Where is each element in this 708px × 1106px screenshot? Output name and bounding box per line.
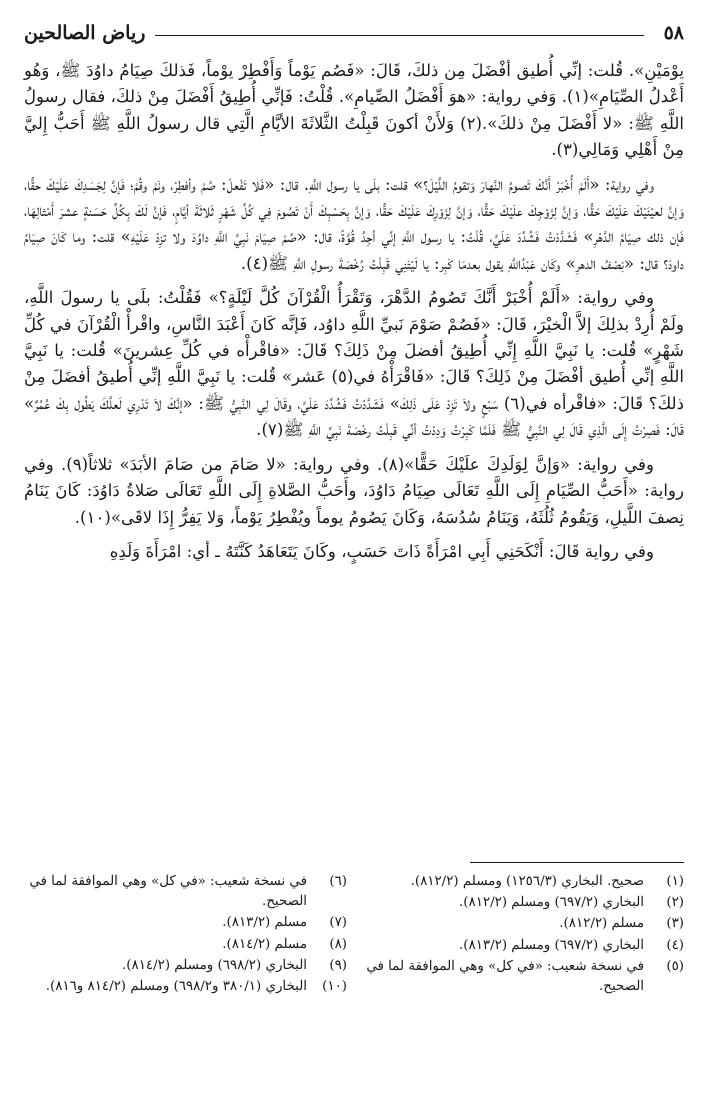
footnote-text: البخاري (٣٨٠/١ و٦٩٨/٢) ومسلم (٨١٤/٢ و٨١٦). (45, 979, 307, 995)
footnote-item (361, 872, 684, 892)
footnote-item (24, 977, 347, 997)
page-header (24, 18, 684, 48)
footnote-number: (٥) (666, 958, 684, 974)
footnote-number: (١٠) (322, 979, 347, 995)
footnote-item (24, 872, 347, 912)
footnote-text: البخاري (٦٩٨/٢) ومسلم (٨١٤/٢). (122, 957, 307, 973)
footnote-item (24, 935, 347, 955)
paragraph: وفي رواية قَالَ: أَنْكَحَنِي أَبِي امْرَأَةً ذَاتَ حَسَبٍ، وكَانَ يَتَعَاهَدُ كَنَّتَهُ ـ أي: امْرَأَةَ وَلَدِهِ (109, 541, 654, 561)
footnote-item (361, 914, 684, 934)
footnote-item (361, 957, 684, 997)
footnote-text: مسلم (٨١٣/٢). (222, 915, 307, 931)
footnotes-right-column (361, 872, 684, 998)
footnote-text: صحيح. البخاري (١٢٥٦/٣) ومسلم (٨١٢/٢). (410, 874, 644, 889)
footnote-number: (٦) (329, 874, 347, 889)
footnote-text: البخاري (٦٩٧/٢) ومسلم (٨١٣/٢). (459, 937, 644, 953)
paragraph: وفي رواية: «أَلَمْ أُخْبَرْ أَنَّكَ تَصومُ النَّهارَ وَتقومُ اللَّيْلَ؟» قلت: بلَى يا رسول اللَّهِ. قال: «فَلا تَفْعلْ: صُمْ وأفطِرْ، ونَمْ وقُمْ؛ فَإنَّ لِجَسَدِكَ عَلَيْكَ حقًّا، وَإنَّ لعيْنَيْكَ عَلَيْكَ حَقًّا، وَإنَّ لِزَوْجِكَ علَيْكَ حَقًّا، وَإنَّ لِزَوْرِكَ عَلَيْكَ حَقًّا، وَإنَّ بِحَسْبِكَ أَنْ تَصُومَ فِي كُلِّ شَهْرٍ ثَلاثَةَ أيَّامٍ، فَإنَّ لَكَ بِكُلِّ حَسَنةٍ عشرَ أَمْثالِهَا، فَإن ذلك صِيَامُ الدَّهْرِ» فَشَدَّدْتُ فَشُدِّدَ عَلَيَّ، قُلْتُ: يا رسول اللَّهِ إنِّي أجِدُ قُوَّةً، قال: «صُمْ صِيَامَ نَبِيِّ اللَّهِ داوُدَ ولا تزِدْ عَلَيْهِ» قلت: وما كَانَ صِيَامُ داودَ؟ قال: «نِصْفُ الدهرِ» وكَان عَبْدُاللَّهِ يقول بعدمَا كَبِر: يا لَيْتَنِي قَبِلْتُ رُخْصَةَ رسولِ اللَّهِ ﷺ(٤). (24, 174, 684, 273)
page-number: ٥٨ (663, 22, 684, 44)
footnote-item (24, 913, 347, 933)
footnote-item (361, 936, 684, 956)
footnote-number: (٩) (329, 957, 347, 973)
footnote-number: (٣) (666, 916, 684, 932)
footnote-number: (٨) (329, 936, 347, 952)
footnote-text: البخاري (٦٩٧/٢) ومسلم (٨١٢/٢). (459, 895, 644, 911)
footnote-number: (٤) (666, 937, 684, 953)
header-rule (155, 35, 643, 36)
paragraph: وفي رواية: «وَإنَّ لِوَلَدِكَ علَيْكَ حَقًّا»(٨). وفي رواية: «لا صَامَ من صَامَ الأبَدَ» ثلاثاً(٩). وفي رواية: «أَحَبُّ الصِّيَامِ إِلَى اللَّهِ تَعَالَى صِيَامُ دَاوُدَ، وأَحَبُّ الصَّلاةِ إِلَى اللَّهِ تَعَالَى صَلاةُ دَاوُدَ: كَانَ يَنَامُ نِصفَ اللَّيلِ، وَيَقُومُ ثُلُثَهُ، وَيَنَامُ سُدُسَهُ، وَكَانَ يَصُومُ يوماً ويُفْطِرُ يَوْماً، وَلا يَفِرُّ إِذَا لاقَى»(١٠). (24, 454, 684, 527)
footnote-item (24, 956, 347, 976)
book-title: رياض الصالحين (24, 22, 146, 44)
footnote-separator (470, 862, 684, 863)
footnotes-left-column (24, 872, 347, 998)
footnote-item (361, 893, 684, 913)
main-text (24, 58, 684, 573)
footnote-number: (٧) (329, 915, 347, 931)
footnote-number: (١) (666, 874, 684, 889)
footnote-number: (٢) (666, 895, 684, 911)
paragraph: وفي رواية: «أَلَمْ أُخْبَرْ أَنَّكَ تَصُومُ الدَّهْرَ، وَتَقْرَأُ الْقُرْآنَ كُلَّ لَيْلَةٍ؟» فَقُلْتُ: بلَى يا رسولَ اللَّهِ، ولَمْ أُرِدْ بذلِكَ إلاَّ الْخيْرَ، قَالَ: «فَصُمْ صَوْمَ نَبيِّ اللَّهِ داوُد، فَإنَّه كَانَ أَعْبَدَ النَّاسِ، واقْرأْ الْقُرْآنَ في كُلِّ شَهْرٍ» قُلت: يا نَبِيَّ اللَّهِ إِنِّي أُطِيقُ أفضلَ مِنْ ذَلِكَ؟ قَالَ: «فاقْرأْه في كُلِّ عِشرينَ» قُلت: يا نَبِيَّ اللَّهِ إنِّي أُطيق أفْضَلَ مِنْ ذَلِكَ؟ قَالَ: «فَاقْرَأْهُ في(٥) عَشر» قُلت: يا نَبِيَّ اللَّهِ إنِّي أُطيقُ أفضَلَ مِنْ ذلكَ؟ قَالَ: «فاقْرأه في(٦) سَبْعٍ ولاَ تَزِدْ عَلَى ذَلِكَ» فَشَدَّدْتُ فَشُدِّدَ عَلَيَّ، وقَالَ لِي النَّبِيُّ ﷺ: «إنَّكَ لاَ تَدْرِي لَعلَّكَ يَطُول بِكَ عُمُرٌ» قَالَ: فَصِرْتُ إِلَى الَّذِي قَالَ لِي النَّبِيُّ ﷺ فَلَمَّا كَبِرْتُ وَدِدْتُ أنِّي قَبِلْتُ رخْصَةَ نَبِيِّ اللَّهِ ﷺ(٧). (24, 288, 685, 440)
footnotes (24, 872, 684, 998)
footnote-text: مسلم (٨١٤/٢). (222, 936, 307, 952)
footnote-text: في نسخة شعيب: «في كل» وهي الموافقة لما في الصحيح. (29, 874, 307, 910)
footnote-text: مسلم (٨١٢/٢). (559, 916, 644, 932)
paragraph: يوْمَيْنِ». قُلت: إنِّي أُطيق أفْضَلَ مِن ذلكَ، قَالَ: «فَصُم يَوْماً وَأَفْطِرْ يوْماً، فَذلكَ صِيَامُ داوُدَ ﷺ، وَهُو أَعْدلُ الصِّيَامِ»(١). وَفي رواية: «هوَ أَفْضَلُ الصِّيامِ». قُلْتُ: فَإنِّي أُطِيقُ أَفْضَلَ مِنْ ذلكَ، فقال رسولُ اللَّهِ ﷺ: «لا أَفْضَلَ مِنْ ذلكَ».(٢) وَلأَنْ أكونَ قَبِلْتُ الثَّلاثَةَ الأيَّامِ الَّتِي قال رسولُ اللَّهِ ﷺ أَحَبُّ إِليَّ مِنْ أَهْلِي وَمَالِي(٣). (24, 61, 684, 160)
footnote-text: في نسخة شعيب: «في كل» وهي الموافقة لما في الصحيح. (366, 958, 644, 995)
